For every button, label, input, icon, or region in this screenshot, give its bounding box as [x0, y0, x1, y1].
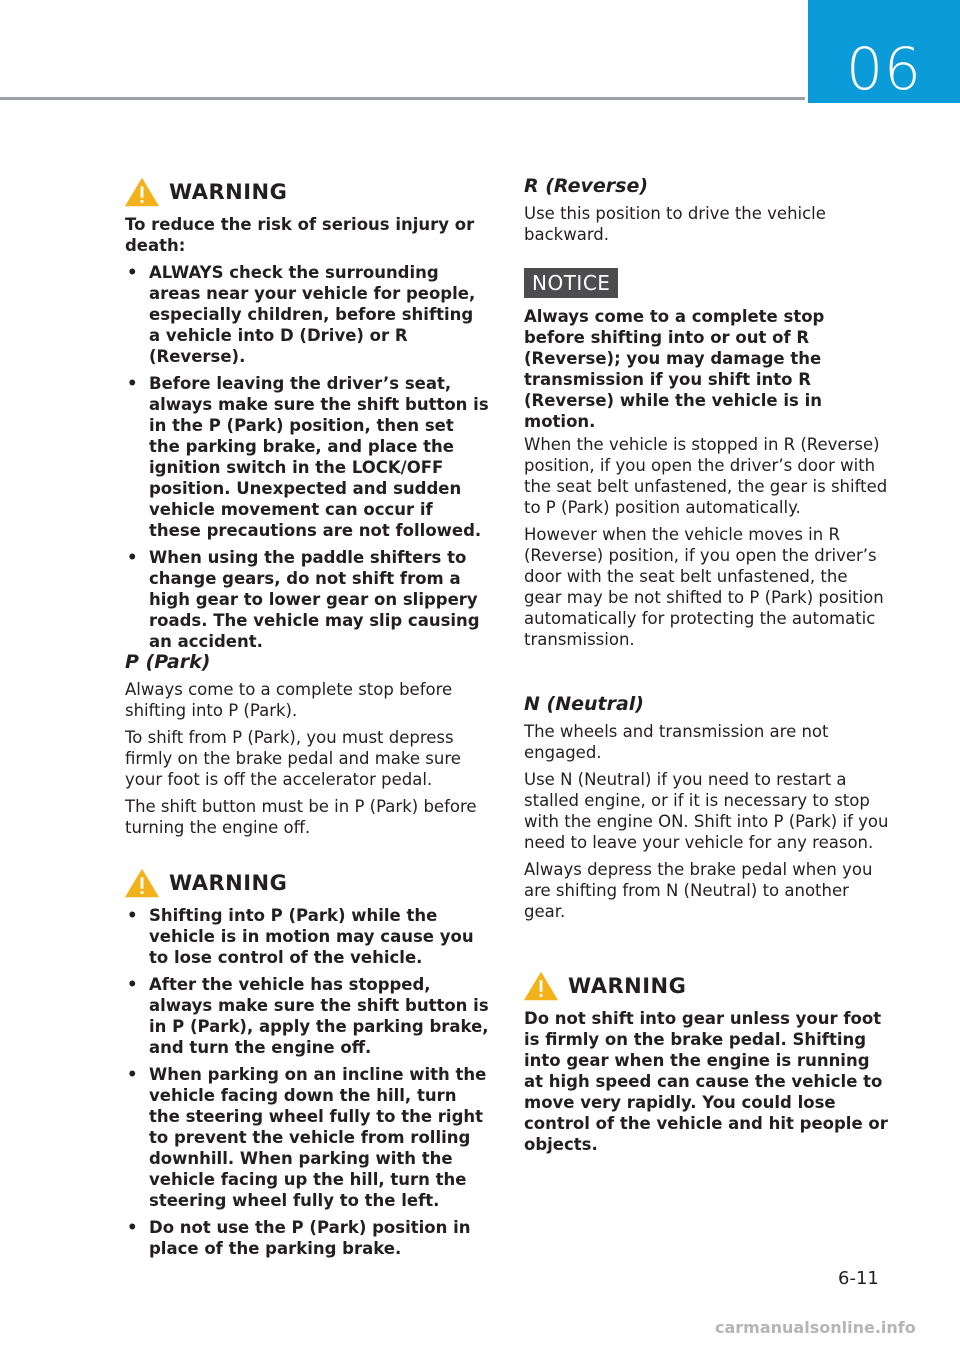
warning-bullets: [125, 262, 490, 652]
warning-icon: [123, 175, 161, 209]
warning-header: [524, 968, 889, 1004]
warning-title: WARNING: [169, 871, 288, 895]
header-rule: [0, 97, 805, 100]
warning-title: WARNING: [568, 974, 687, 998]
park-section: [125, 650, 490, 844]
watermark: carmanualsonline.info: [715, 1318, 916, 1337]
warning-box-2: [125, 865, 490, 1259]
list-item: • When parking on an incline with the vehicle facing down the hill, turn the steering wheel fully to the right to prevent the vehicle from rolling downhill. When parking with the vehicle facing up the hill, turn the steering wheel fully to the left.: [127, 1065, 487, 1210]
section-heading-reverse: R (Reverse): [524, 175, 649, 197]
paragraph: However when the vehicle moves in R (Reverse) position, if you open the driver’s door with the seat belt unfastened, the gear may be not shifted to P (Park) position automatically for protecting the automatic transmission.: [524, 525, 884, 649]
list-item: • Do not use the P (Park) position in place of the parking brake.: [127, 1218, 471, 1258]
notice-badge: NOTICE: [524, 268, 618, 298]
paragraph: The shift button must be in P (Park) before turning the engine off.: [125, 797, 477, 837]
notice-box: [524, 268, 889, 432]
warning-intro: To reduce the risk of serious injury or death:: [125, 215, 475, 255]
notice-text: Always come to a complete stop before shifting into or out of R (Reverse); you may damage the transmission if you shift into R (Reverse) while the vehicle is in motion.: [524, 307, 825, 431]
list-item: • ALWAYS check the surrounding areas near your vehicle for people, especially children, before shifting a vehicle into D (Drive) or R (Reverse).: [127, 263, 476, 366]
warning-icon: [522, 969, 560, 1003]
paragraph: When the vehicle is stopped in R (Reverse) position, if you open the driver’s door with the seat belt unfastened, the gear is shifted to P (Park) position automatically.: [524, 435, 888, 517]
chapter-tab: 06: [808, 0, 960, 103]
list-item: • Shifting into P (Park) while the vehicle is in motion may cause you to lose control of the vehicle.: [127, 906, 474, 967]
warning-box-3: [524, 968, 889, 1155]
list-item: • After the vehicle has stopped, always make sure the shift button is in P (Park), apply the parking brake, and turn the engine off.: [127, 975, 489, 1057]
paragraph: Use N (Neutral) if you need to restart a stalled engine, or if it is necessary to stop with the engine ON. Shift into P (Park) if you need to leave your vehicle for any reason.: [524, 770, 889, 852]
list-item: • Before leaving the driver’s seat, always make sure the shift button is in the P (Park) position, then set the parking brake, and place the ignition switch in the LOCK/OFF position. Unexpected and sudden vehicle movement can occur if these precautions are not followed.: [127, 374, 489, 540]
page-number: 6-11: [838, 1268, 879, 1289]
paragraph: Always come to a complete stop before shifting into P (Park).: [125, 680, 453, 720]
warning-box-1: [125, 174, 490, 652]
warning-header: [125, 865, 490, 901]
warning-bullets: [125, 905, 490, 1259]
paragraph: Always depress the brake pedal when you are shifting from N (Neutral) to another gear.: [524, 860, 873, 921]
paragraph: Use this position to drive the vehicle backward.: [524, 204, 826, 244]
warning-text: Do not shift into gear unless your foot is firmly on the brake pedal. Shifting into gear when the engine is running at high speed can cause the vehicle to move very rapidly. You could lose control of the vehicle and hit people or objects.: [524, 1009, 888, 1154]
warning-title: WARNING: [169, 180, 288, 204]
section-heading-park: P (Park): [125, 651, 211, 673]
warning-header: [125, 174, 490, 210]
neutral-section: [524, 692, 889, 928]
list-item: • When using the paddle shifters to change gears, do not shift from a high gear to lower gear on slippery roads. The vehicle may slip causing an accident.: [127, 548, 480, 651]
reverse-details: [524, 434, 889, 656]
reverse-section: [524, 174, 889, 251]
paragraph: The wheels and transmission are not engaged.: [524, 722, 829, 762]
section-heading-neutral: N (Neutral): [524, 693, 644, 715]
warning-icon: [123, 866, 161, 900]
paragraph: To shift from P (Park), you must depress firmly on the brake pedal and make sure your foot is off the accelerator pedal.: [125, 728, 461, 789]
